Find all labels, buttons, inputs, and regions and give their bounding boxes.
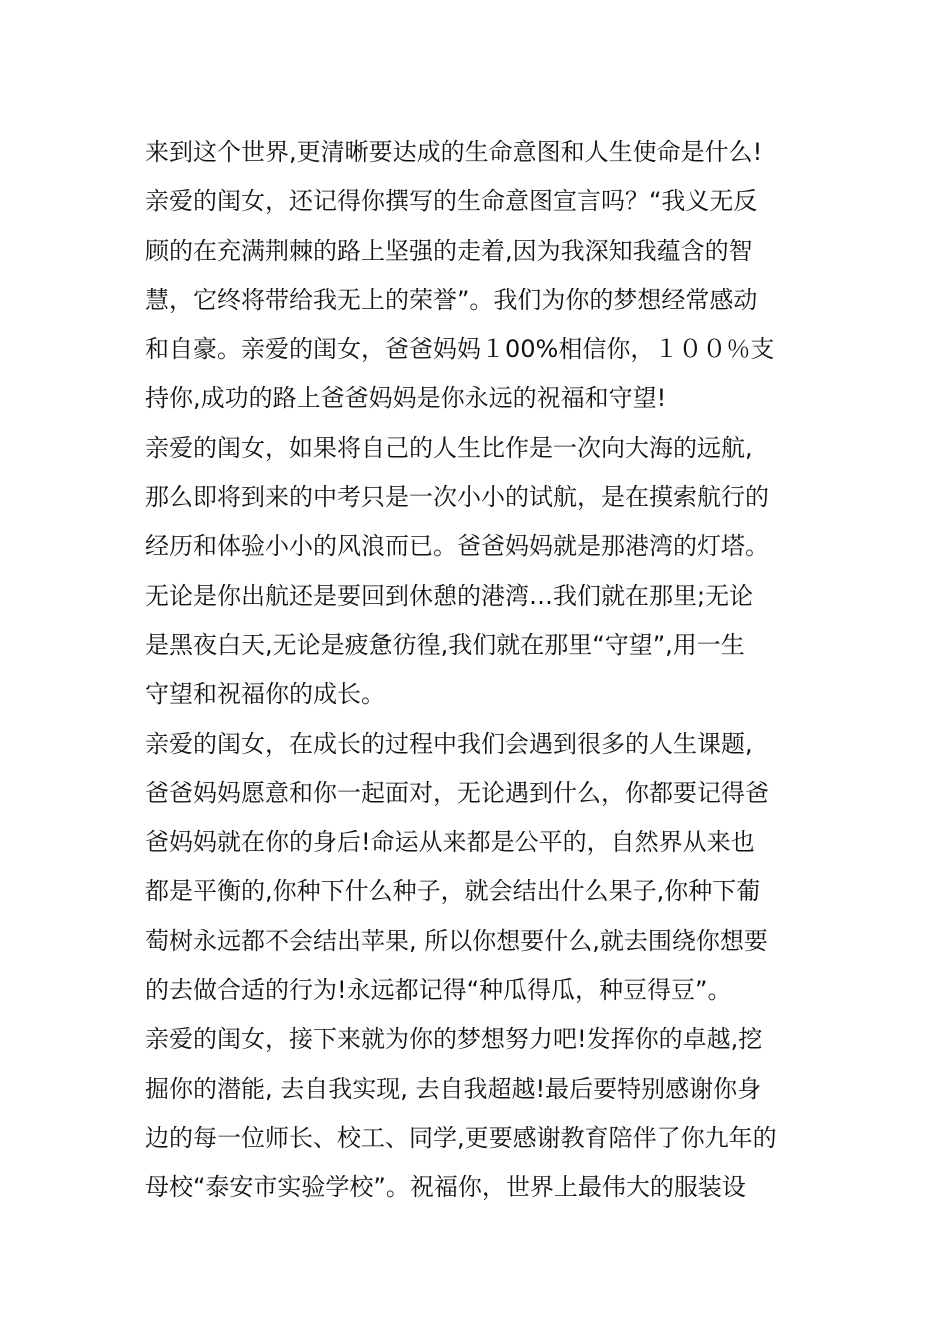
- text-line: 爸爸妈妈愿意和你一起面对，无论遇到什么，你都要记得爸: [145, 778, 769, 807]
- text-line: 都是平衡的,你种下什么种子，就会结出什么果子,你种下葡: [145, 877, 761, 906]
- text-line: 亲爱的闺女，还记得你撰写的生命意图宣言吗？“我义无反: [145, 187, 758, 216]
- text-line: 亲爱的闺女，接下来就为你的梦想努力吧!发挥你的卓越,挖: [145, 1025, 763, 1054]
- text-line: 是黑夜白天,无论是疲惫彷徨,我们就在那里“守望”,用一生: [145, 630, 745, 659]
- text-line: 边的每一位师长、校工、同学,更要感谢教育陪伴了你九年的: [145, 1123, 777, 1152]
- text-line: 守望和祝福你的成长。: [145, 680, 385, 709]
- text-line: 的去做合适的行为!永远都记得“种瓜得瓜，种豆得豆”。: [145, 976, 732, 1005]
- text-line: 经历和体验小小的风浪而已。爸爸妈妈就是那港湾的灯塔。: [145, 532, 769, 561]
- text-line: 母校“泰安市实验学校”。祝福你，世界上最伟大的服装设: [145, 1173, 746, 1202]
- text-line: 持你,成功的路上爸爸妈妈是你永远的祝福和守望!: [145, 384, 667, 413]
- text-line: 爸妈妈就在你的身后!命运从来都是公平的，自然界从来也: [145, 828, 755, 857]
- text-line: 亲爱的闺女，如果将自己的人生比作是一次向大海的远航,: [145, 433, 753, 462]
- text-line: 无论是你出航还是要回到休憩的港湾…我们就在那里;无论: [145, 581, 754, 610]
- text-line: 亲爱的闺女，在成长的过程中我们会遇到很多的人生课题,: [145, 729, 753, 758]
- text-line: 顾的在充满荆棘的路上坚强的走着,因为我深知我蕴含的智: [145, 236, 753, 265]
- text-line: 和自豪。亲爱的闺女，爸爸妈妈１00%相信你，１００％支: [145, 335, 775, 364]
- text-line: 来到这个世界,更清晰要达成的生命意图和人生使命是什么!: [145, 138, 763, 166]
- text-line: 那么即将到来的中考只是一次小小的试航，是在摸索航行的: [145, 483, 769, 512]
- letter-body: [145, 128, 815, 1213]
- text-line: 慧，它终将带给我无上的荣誉”。我们为你的梦想经常感动: [145, 285, 758, 314]
- text-line: 掘你的潜能, 去自我实现, 去自我超越!最后要特别感谢你身: [145, 1074, 762, 1103]
- text-line: 萄树永远都不会结出苹果, 所以你想要什么,就去围绕你想要: [145, 926, 768, 955]
